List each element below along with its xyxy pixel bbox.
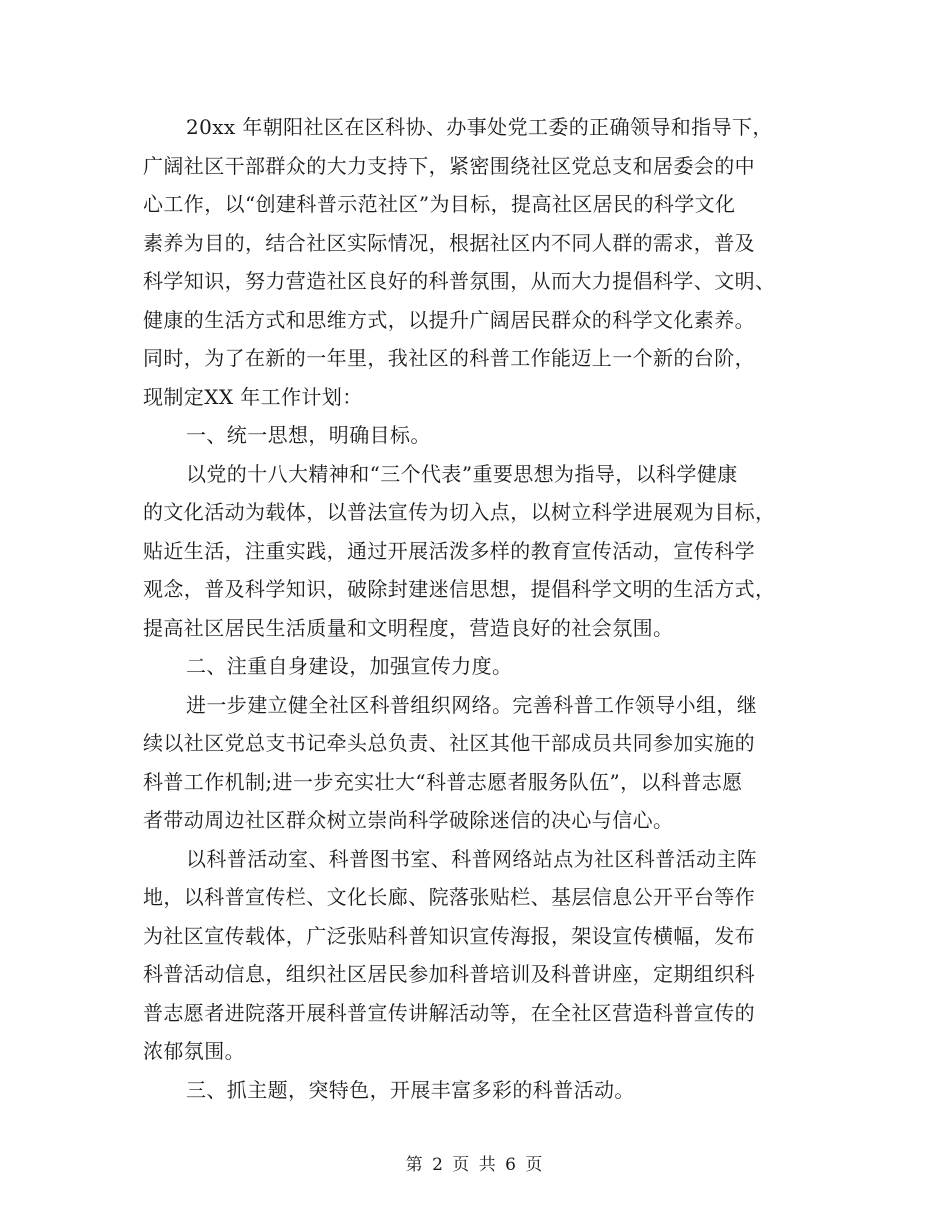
page-footer [0, 1150, 950, 1175]
text-line: 观念，普及科学知识，破除封建迷信思想，提倡科学文明的生活方式， [143, 577, 776, 601]
page-number: 第 2 页 共 6 页 [405, 1155, 545, 1175]
text-line: 心工作，以“创建科普示范社区”为目标，提高社区居民的科学文化 [143, 192, 736, 216]
text-line: 素养为目的，结合社区实际情况，根据社区内不同人群的需求，普及 [143, 230, 755, 255]
text-line: 者带动周边社区群众树立崇尚科学破除迷信的决心与信心。 [143, 808, 674, 832]
text-line: 为社区宣传载体，广泛张贴科普知识宣传海报，架设宣传横幅，发布 [143, 923, 755, 948]
text-line: 以党的十八大精神和“三个代表”重要思想为指导，以科学健康 [186, 461, 738, 486]
document-body [143, 108, 808, 1109]
text-line: 贴近生活，注重实践，通过开展活泼多样的教育宣传活动，宣传科学 [143, 538, 755, 563]
section-heading-3: 三、抓主题，突特色，开展丰富多彩的科普活动。 [186, 1077, 635, 1102]
section-heading-2: 二、注重自身建设，加强宣传力度。 [186, 654, 513, 678]
text-line: 地，以科普宣传栏、文化长廊、院落张贴栏、基层信息公开平台等作 [143, 885, 755, 909]
text-line: 同时，为了在新的一年里，我社区的科普工作能迈上一个新的台阶， [143, 346, 755, 370]
text-line: 普志愿者进院落开展科普宣传讲解活动等，在全社区营造科普宣传的 [143, 1000, 755, 1025]
text-line: 健康的生活方式和思维方式，以提升广阔居民群众的科学文化素养。 [143, 307, 755, 332]
text-line: 进一步建立健全社区科普组织网络。完善科普工作领导小组，继 [186, 692, 758, 717]
text-line: 广阔社区干部群众的大力支持下，紧密围绕社区党总支和居委会的中 [143, 153, 755, 178]
text-line: 科学知识，努力营造社区良好的科普氛围，从而大力提倡科学、文明、 [143, 269, 776, 293]
text-line: 浓郁氛围。 [143, 1039, 245, 1063]
section-heading-1: 一、统一思想，明确目标。 [186, 423, 431, 447]
text-line: 提高社区居民生活质量和文明程度，营造良好的社会氛围。 [143, 615, 674, 640]
text-line: 的文化活动为载体，以普法宣传为切入点，以树立科学进展观为目标， [143, 500, 776, 524]
text-line: 现制定XX 年工作计划： [143, 384, 363, 409]
text-line: 科普工作机制;进一步充实壮大“科普志愿者服务队伍”，以科普志愿 [143, 769, 743, 794]
text-line: 科普活动信息，组织社区居民参加科普培训及科普讲座，定期组织科 [143, 962, 755, 986]
text-line: 以科普活动室、科普图书室、科普网络站点为社区科普活动主阵 [186, 846, 758, 871]
text-line: 续以社区党总支书记牵头总负责、社区其他干部成员共同参加实施的 [143, 731, 755, 755]
text-line: 20xx 年朝阳社区在区科协、办事处党工委的正确领导和指导下， [186, 115, 773, 139]
